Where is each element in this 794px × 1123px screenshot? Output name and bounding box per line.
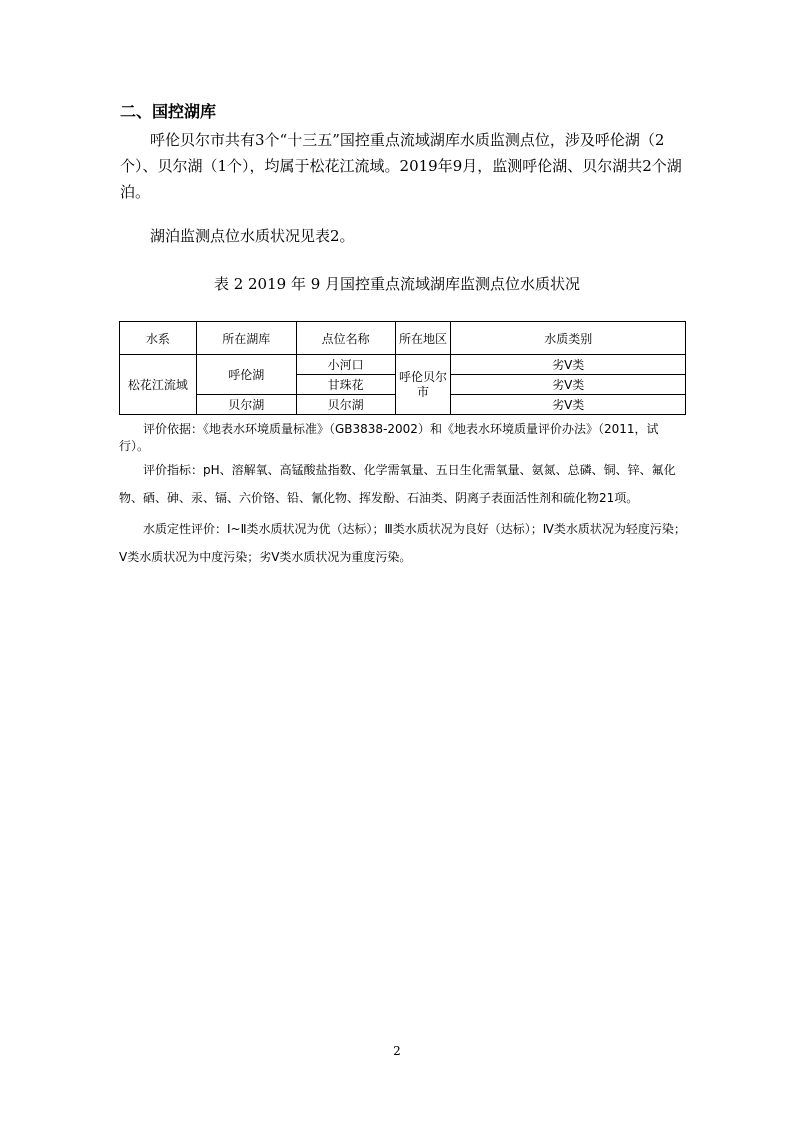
note-qualitative-evaluation: 水质定性评价：Ⅰ~Ⅱ类水质状况为优（达标）；Ⅲ类水质状况为良好（达标）；Ⅳ类水质状况为轻度污染；Ⅴ类水质状况为中度污染；劣Ⅴ类水质状况为重度污染。	[119, 522, 686, 564]
table-caption: 表 2 2019 年 9 月国控重点流域湖库监测点位水质状况	[213, 275, 581, 293]
cell-water-system: 松花江流域	[120, 355, 197, 415]
note-evaluation-indicators: 评价指标：pH、溶解氧、高锰酸盐指数、化学需氧量、五日生化需氧量、氨氮、总磷、铜、锌、氟化物、硒、砷、汞、镉、六价铬、铅、氰化物、挥发酚、石油类、阴离子表面活性剂和硫化物21项。	[119, 463, 676, 505]
water-quality-table	[119, 321, 686, 415]
header-region: 所在地区	[395, 322, 451, 355]
paragraph-intro: 呼伦贝尔市共有3个“十三五”国控重点流域湖库水质监测点位，涉及呼伦湖（2个）、贝尔湖（1个），均属于松花江流域。2019年9月，监测呼伦湖、贝尔湖共2个湖泊。	[120, 131, 682, 201]
table-header-row	[120, 322, 686, 355]
cell-lake-hulun: 呼伦湖	[196, 355, 296, 395]
cell-region: 呼伦贝尔市	[395, 355, 451, 415]
cell-lake-beier: 贝尔湖	[196, 395, 296, 415]
cell-site: 贝尔湖	[296, 395, 395, 415]
header-lake: 所在湖库	[196, 322, 296, 355]
cell-quality-category: 劣Ⅴ类	[451, 395, 686, 415]
note-evaluation-basis: 评价依据：《地表水环境质量标准》（GB3838-2002）和《地表水环境质量评价办法》（2011，试行）。	[119, 422, 659, 453]
paragraph-table-reference: 湖泊监测点位水质状况见表2。	[150, 227, 355, 245]
table-row	[120, 355, 686, 375]
header-site-name: 点位名称	[296, 322, 395, 355]
section-heading: 二、国控湖库	[120, 102, 217, 121]
cell-site: 甘珠花	[296, 375, 395, 395]
page-number: 2	[393, 1044, 401, 1058]
header-water-system: 水系	[120, 322, 197, 355]
cell-quality-category: 劣Ⅴ类	[451, 375, 686, 395]
cell-site: 小河口	[296, 355, 395, 375]
header-quality-category: 水质类别	[451, 322, 686, 355]
cell-quality-category: 劣Ⅴ类	[451, 355, 686, 375]
